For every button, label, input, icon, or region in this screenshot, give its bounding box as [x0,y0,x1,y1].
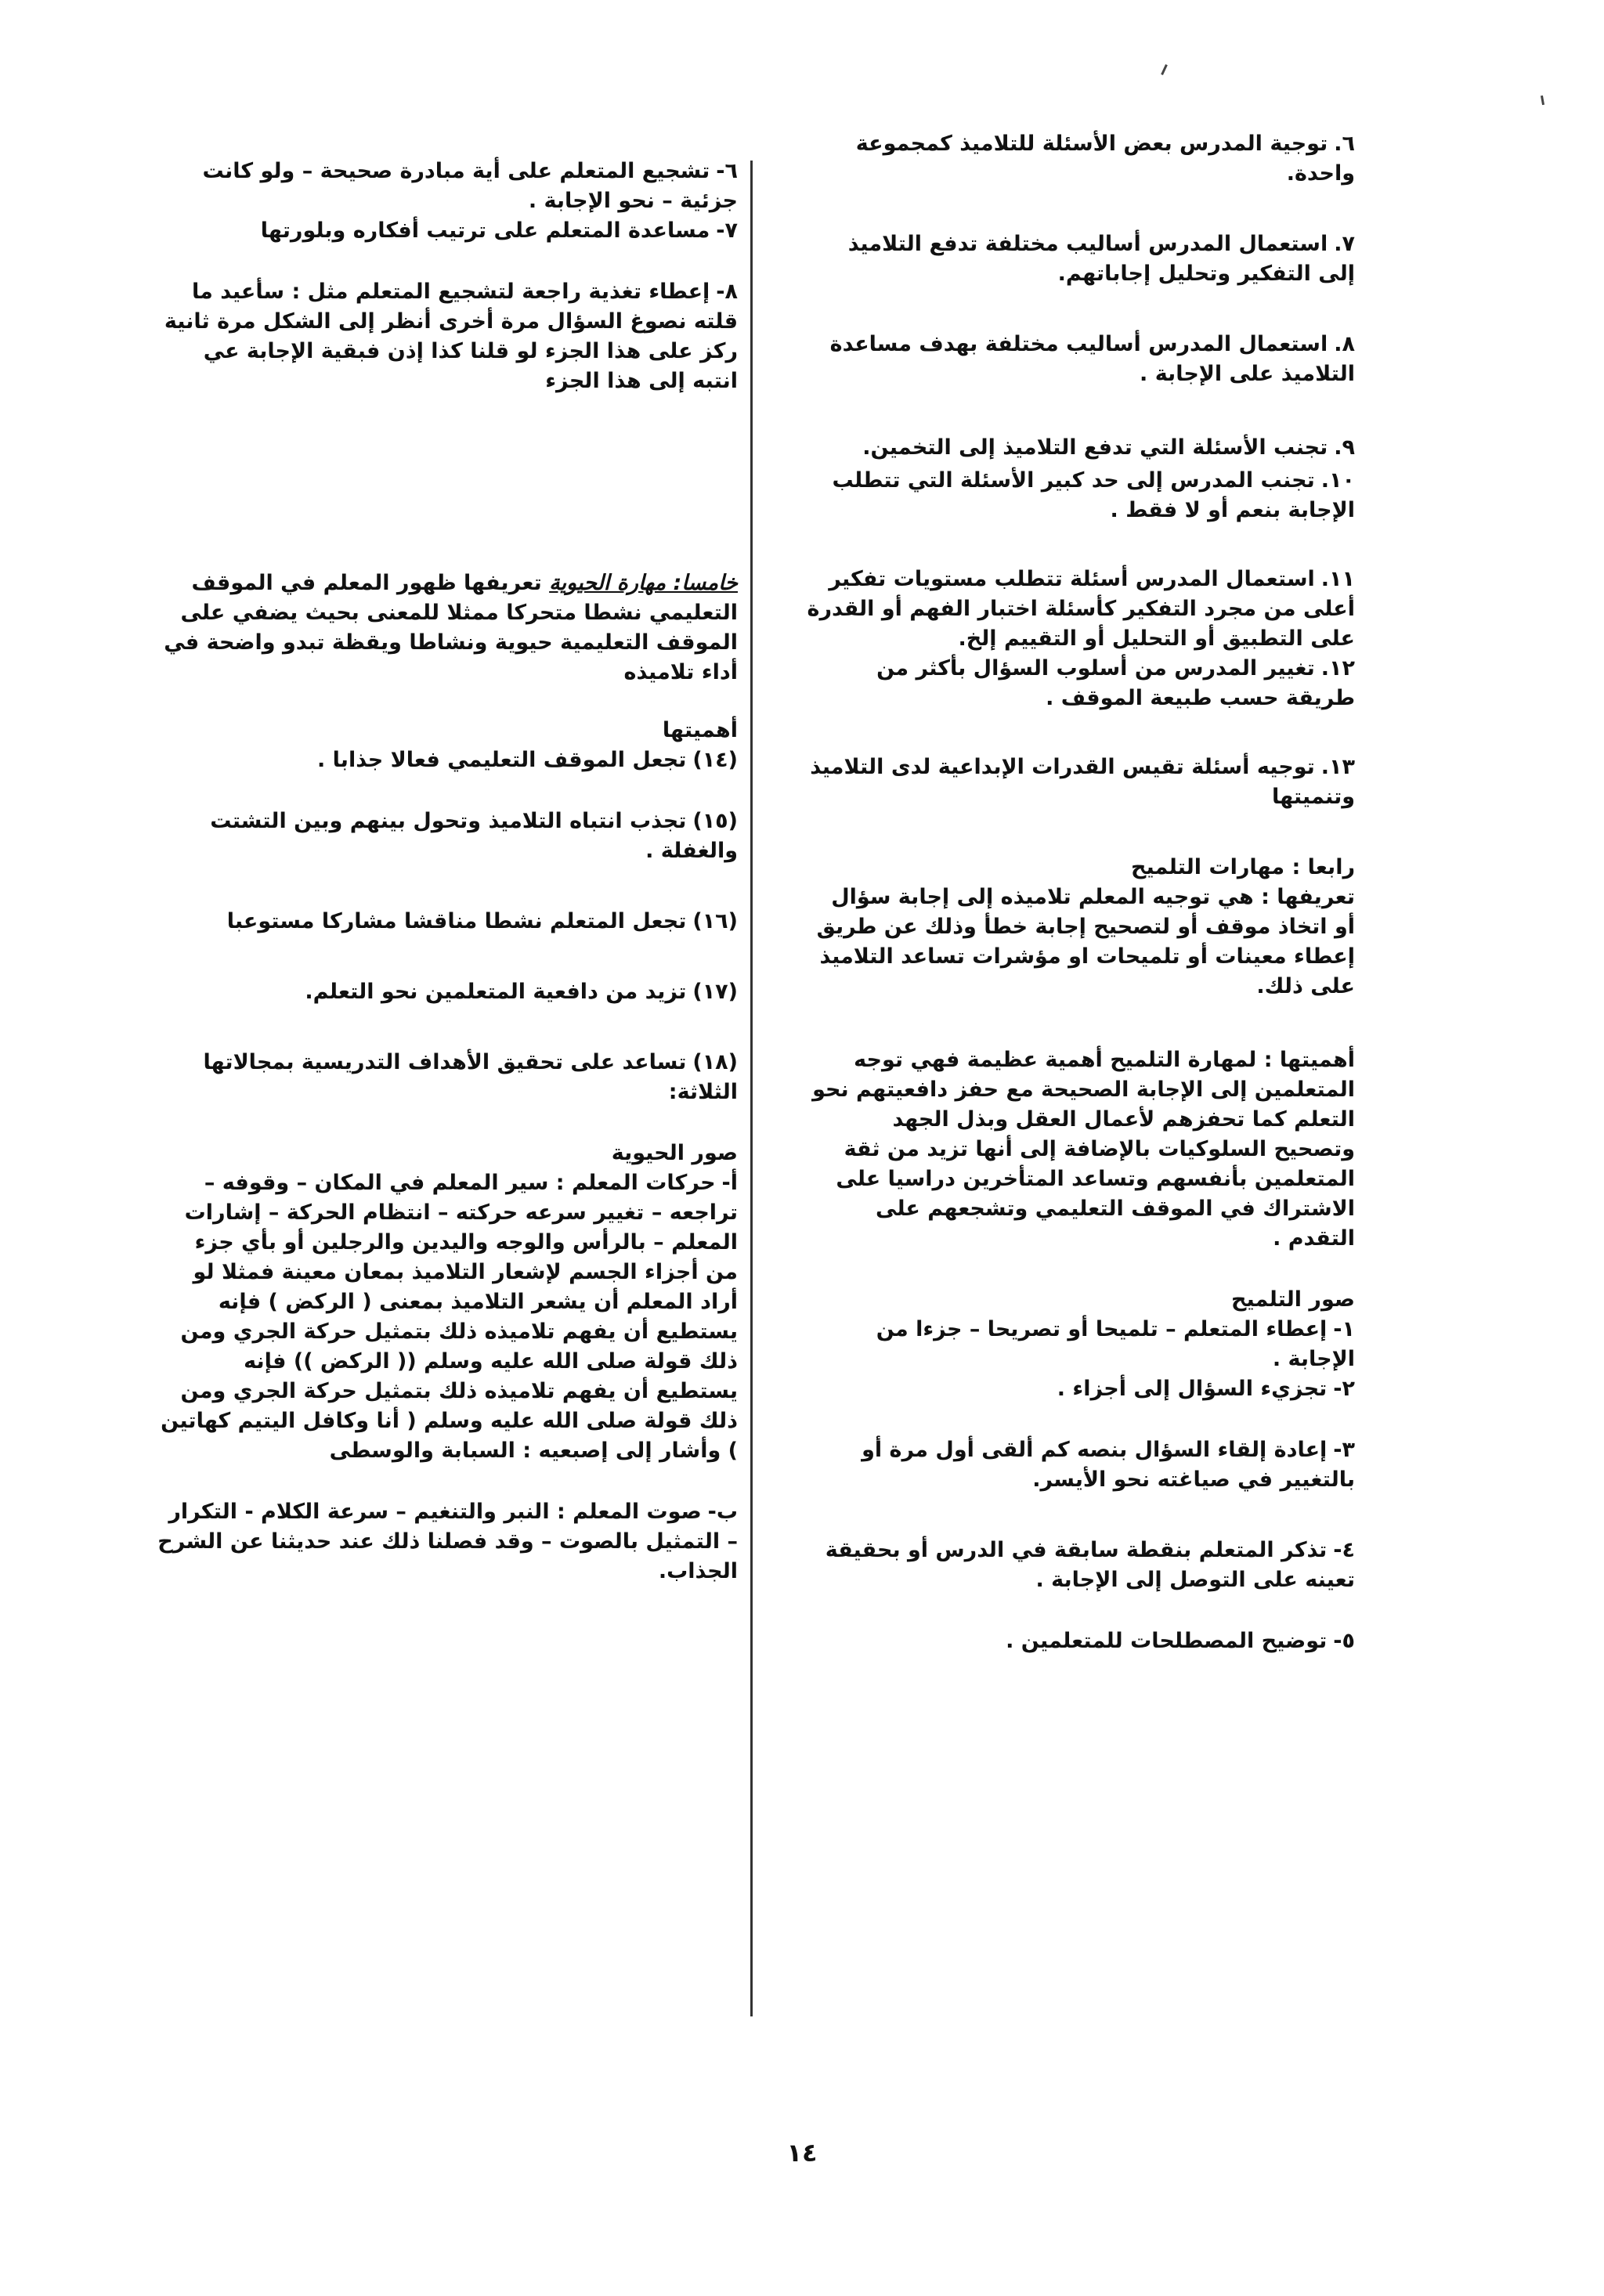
list-item: ٨.استعمال المدرس أساليب مختلفة بهدف مساعدة التلاميذ على الإجابة . [829,332,1355,386]
list-item: (١٥)تجذب انتباه التلاميذ وتحول بينهم وبين التشتت والغفلة . [210,809,738,863]
list-item: ٥-توضيح المصطلحات للمتعلمين . [1006,1629,1355,1653]
section-heading: رابعا : مهارات التلميح [1131,855,1355,879]
list-item: (١٨)تساعد على تحقيق الأهداف التدريسية بمجالاتها الثلاثة: [203,1050,738,1104]
list-item: ١٣.توجيه أسئلة تقيس القدرات الإبداعية لدى التلاميذ وتنميتها [810,755,1355,809]
list-item: ٦.توجية المدرس بعض الأسئلة للتلاميذ كمجموعة واحدة. [855,132,1355,186]
list-item: أ-حركات المعلم : سير المعلم في المكان – وقوفه – تراجعه – تغيير سرعه حركته – انتظام الحركة – إشارات المعلم – بالرأس والوجه واليدين والرجلين أو بأي جزء من أجزاء الجسم لإشعار التلاميذ بمعان معينة فمثلا لو أراد المعلم أن يشعر التلاميذ بمعنى ( الركض ) فإنه يستطيع أن يفهم تلاميذه ذلك بتمثيل حركة الجري ومن ذلك قولة صلى الله عليه وسلم (( الركض )) فإنه يستطيع أن يفهم تلاميذه ذلك بتمثيل حركة الجري ومن ذلك قولة صلى الله عليه وسلم ( أنا وكافل اليتيم كهاتين ) وأشار إلى إصبعيه : السبابة والوسطى [161,1171,738,1463]
section-heading: صور التلميح [1231,1287,1355,1312]
pen-mark [1541,96,1544,105]
list-item: ١١.استعمال المدرس أسئلة تتطلب مستويات تفكير أعلى من مجرد التفكير كأسئلة اختبار الفهم أو القدرة على التطبيق أو التحليل أو التقييم إلخ. [807,567,1355,651]
list-item: ١-إعطاء المتعلم – تلميحا أو تصريحا – جزءا من الإجابة . [876,1317,1355,1371]
page-number: ١٤ [786,2138,818,2168]
list-item: ٢-تجزيء السؤال إلى أجزاء . [1057,1377,1355,1401]
section-heading: خامسا: مهارة الحيوية [549,571,738,595]
list-item: ٧.استعمال المدرس أساليب مختلفة تدفع التلاميذ إلى التفكير وتحليل إجاباتهم. [847,232,1355,286]
list-item: ب-صوت المعلم : النبر والتنغيم – سرعة الكلام - التكرار – التمثيل بالصوت – وقد فصلنا ذلك عند حديثنا عن الشرح الجذاب. [157,1500,738,1583]
section-heading: صور الحيوية [611,1141,738,1165]
list-item: (١٧)تزيد من دافعية المتعلمين نحو التعلم. [305,980,738,1004]
section-definition: تعريفها : هي توجيه المعلم تلاميذه إلى إجابة سؤال أو اتخاذ موقف أو لتصحيح إجابة خطأ وذلك عن طريق إعطاء معينات أو تلميحات او مؤشرات تساعد التلاميذ على ذلك. [816,885,1355,998]
right-column [807,129,1355,1656]
list-item: (١٦)تجعل المتعلم نشطا مناقشا مشاركا مستوعبا [226,909,738,933]
list-item: ١٢.تغيير المدرس من أسلوب السؤال بأكثر من طريقة حسب طبيعة الموقف . [876,656,1355,710]
list-item: ٣-إعادة إلقاء السؤال بنصه كم ألقى أول مرة أو بالتغيير في صياغته نحو الأيسر. [862,1438,1355,1492]
list-item: ٨-إعطاء تغذية راجعة لتشجيع المتعلم مثل : سأعيد ما قلته نصوغ السؤال مرة أخرى أنظر إلى الشكل مرة ثانية ركز على هذا الجزء لو قلنا كذا إذن فبقية الإجابة عي انتبه إلى هذا الجزء [164,280,738,393]
list-item: ٦-تشجيع المتعلم على أية مبادرة صحيحة – ولو كانت جزئية – نحو الإجابة . [202,159,738,213]
section-definition: خامسا: مهارة الحيوية تعريفها ظهور المعلم في الموقف التعليمي نشطا متحركا ممثلا للمعنى بحيث يضفي على الموقف التعليمية حيوية ونشاطا ويقظة تبدو واضحة في أداء تلاميذه [164,571,738,684]
section-heading: أهميتها [662,718,738,742]
section-importance: أهميتها : لمهارة التلميح أهمية عظيمة فهي توجه المتعلمين إلى الإجابة الصحيحة مع حفز دافعيتهم نحو التعلم كما تحفزهم لأعمال العقل وبذل الجهد وتصحيح السلوكيات بالإضافة إلى أنها تزيد من ثقة المتعلمين بأنفسهم وتساعد المتأخرين دراسيا على الاشتراك في الموقف التعليمي وتشجعهم على التقدم . [812,1048,1355,1251]
column-divider [750,161,753,2016]
list-item: ٩.تجنب الأسئلة التي تدفع التلاميذ إلى التخمين. [862,435,1355,460]
list-item: (١٤)تجعل الموقف التعليمي فعالا جذابا . [317,748,738,772]
list-item: ٤-تذكر المتعلم بنقطة سابقة في الدرس أو بحقيقة تعينه على التوصل إلى الإجابة . [825,1538,1355,1592]
pen-mark [1161,64,1168,75]
list-item: ١٠.تجنب المدرس إلى حد كبير الأسئلة التي تتطلب الإجابة بنعم أو لا فقط . [832,468,1355,522]
list-item: ٧-مساعدة المتعلم على ترتيب أفكاره وبلورتها [260,218,738,243]
left-column [157,157,738,1587]
